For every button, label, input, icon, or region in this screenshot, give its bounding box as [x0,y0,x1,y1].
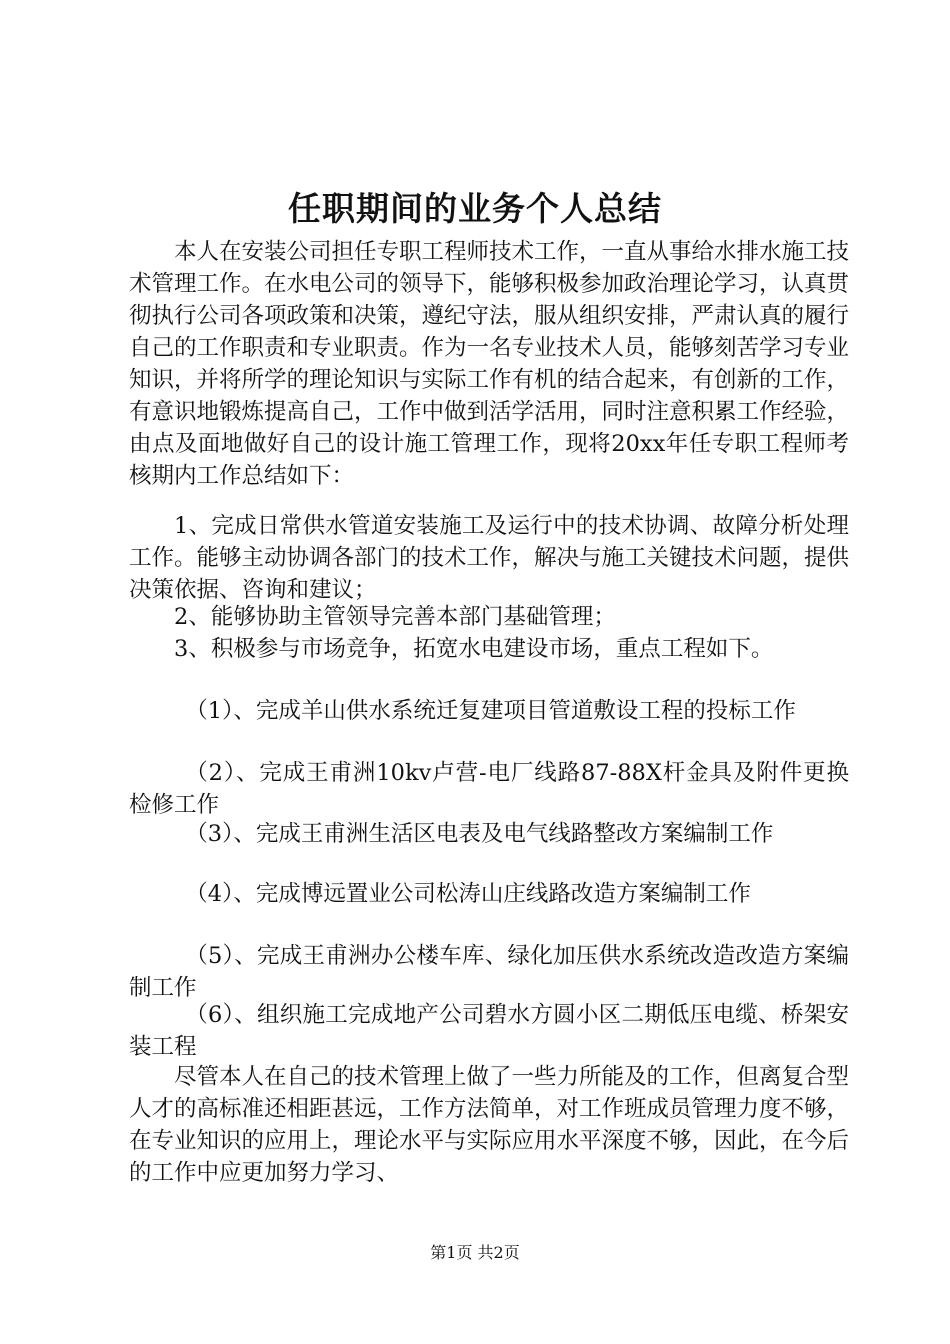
paragraph-item-1: 1、完成日常供水管道安装施工及运行中的技术协调、故障分析处理工作。能够主动协调各部门的技术工作，解决与施工关键技术问题，提供决策依据、咨询和建议； [129,513,850,603]
project-item-5: （5）、完成王甫洲办公楼车库、绿化加压供水系统改造改造方案编制工作 [129,943,849,1001]
project-item-1: （1）、完成羊山供水系统迁复建项目管道敷设工程的投标工作 [185,698,796,724]
paragraph-intro: 本人在安装公司担任专职工程师技术工作，一直从事给水排水施工技术管理工作。在水电公司的领导下，能够积极参加政治理论学习，认真贯彻执行公司各项政策和决策，遵纪守法，服从组织安排，严肃认真的履行自己的工作职责和专业职责。作为一名专业技术人员，能够刻苦学习专业知识，并将所学的理论知识与实际工作有机的结合起来，有创新的工作，有意识地锻炼提高自己，工作中做到活学活用，同时注意积累工作经验，由点及面地做好自己的设计施工管理工作，现将20xx年任专职工程师考核期内工作总结如下： [129,239,850,489]
project-item-3: （3）、完成王甫洲生活区电表及电气线路整改方案编制工作 [185,821,774,847]
page-number-footer: 第1页 共2页 [430,1243,520,1262]
document-title: 任职期间的业务个人总结 [288,189,662,228]
paragraph-item-2: 2、能够协助主管领导完善本部门基础管理； [174,604,616,630]
paragraph-item-3: 3、积极参与市场竞争，拓宽水电建设市场，重点工程如下。 [174,636,774,662]
project-item-6: （6）、组织施工完成地产公司碧水方圆小区二期低压电缆、桥架安装工程 [129,1002,849,1060]
project-item-4: （4）、完成博远置业公司松涛山庄线路改造方案编制工作 [185,881,751,907]
paragraph-conclusion: 尽管本人在自己的技术管理上做了一些力所能及的工作，但离复合型人才的高标准还相距甚远，工作方法简单，对工作班成员管理力度不够，在专业知识的应用上，理论水平与实际应用水平深度不够，因此，在今后的工作中应更加努力学习、 [129,1064,850,1186]
project-item-2: （2）、完成王甫洲10kv卢营-电厂线路87-88X杆金具及附件更换检修工作 [129,760,849,818]
